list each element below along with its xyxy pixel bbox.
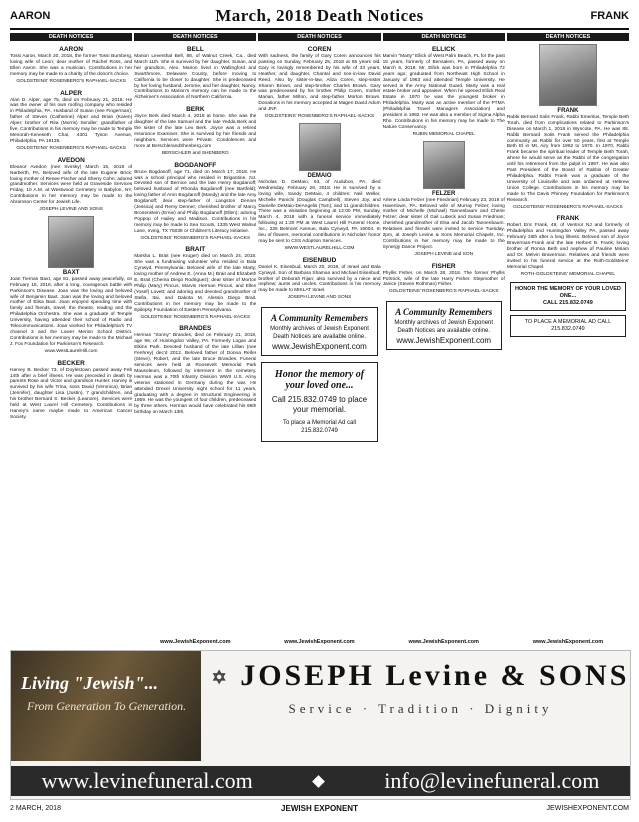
honor-phone: CALL 215.832.0749 bbox=[543, 299, 593, 306]
notice-demaio bbox=[258, 180, 380, 252]
honor-memory-box bbox=[510, 282, 626, 311]
column-5 bbox=[507, 33, 629, 645]
notice-frank-bernard bbox=[507, 115, 629, 211]
column-footer-url: www.JewishExponent.com bbox=[532, 639, 604, 645]
notice-body: Eleanor Avedon (nee Svirsky) March 15, 2018 of Narberth, PA. Beloved wife of the late Eugene Brick; loving mother of Renee Fischer and Sherry Cohn; adored grandmother. Services were held at Graveside Services Friday, 10 A.M. at Westwood Cemetery in Babylon, NY. Contributions in her memory may be made to the Abramson Center for Jewish Life. bbox=[10, 164, 133, 206]
notice-frank-robert bbox=[507, 215, 629, 277]
column-header: DEATH NOTICES bbox=[383, 33, 505, 41]
honor-title: Honor the memory of your loved one... bbox=[274, 369, 365, 392]
notice-alper bbox=[10, 90, 132, 152]
column-footer-url: www.JewishExponent.com bbox=[160, 639, 231, 645]
notice-brait bbox=[134, 246, 256, 320]
notice-funeral-home: BERSCHLER and SHENBERG bbox=[161, 150, 229, 156]
notice-felzer bbox=[383, 198, 505, 258]
notice-funeral-home: JOSEPH LEVINE and SON bbox=[414, 251, 474, 257]
promo-title: A Community Remembers bbox=[395, 307, 493, 318]
notice-name: EISENBUD bbox=[302, 256, 337, 264]
portrait-photo bbox=[299, 123, 341, 171]
photo-caption: DEMAIO bbox=[307, 172, 332, 179]
notice-body: Marvin "Marty" Ellick of West Palm Beach, FL for the past 15 years, formerly of Bensalem, PA, passed away on March 6, 2018. Mr. Ellick was born in Philadelphia 72 years ago; graduated from Northeast High School in January of 1963 and attended Temple University. He served in the Army National Guard. Marty was a real estate broker and appraiser. When he opened Ellick Real Estate in 1970 he was the youngest broker in Philadelphia. Marty was an active member of the PTMA (Philadelphia Travel Managers Association) and president in 1982. He was also a member of Sigma Alpha Rho. Contributions in his memory may be made to The Nature Conservancy. bbox=[382, 54, 505, 130]
notice-aaron bbox=[10, 46, 132, 85]
column-header: DEATH NOTICES bbox=[10, 33, 132, 41]
notice-funeral-home: JOSEPH LEVINE AND SONS bbox=[39, 207, 103, 213]
notice-body: Robert Eric Frank, 49, of Ventnor NJ and formerly of Philadelphia and Huntingdon Valley PA, passed away February 16th after a long illness. Beloved son of Joyce Braverman-Frank and the late Herbert B. Frank; loving brother of Ronna Beth and nephew of Pauline Miriam and Dr. Melvin Braverman. Relatives and friends were invited to his funeral service at the Roth-Goldsteins' Memorial Chapel. bbox=[506, 223, 630, 270]
ad-photo-headline: Living "Jewish"... bbox=[21, 673, 158, 693]
ad-contact-bar bbox=[11, 766, 630, 796]
footer-page-date: 2 MARCH, 2018 bbox=[10, 805, 61, 812]
notice-body: Harvey B. Becker 73, of Doylestown passed away Feb 14th after a brief illness. He was preceded in death by parents Rose and Victor and grandson Hunter. Harvey is survived by his wife Trina, sons David (Veronica), Brian (Jennifer), daughter Lisa (Justin), 7 grandchildren, and his brother Bernard S. Becker (Leanore). Services were held at West Laurel Hill Cemetery. Contributions in Harvey's name maybe made to American Cancer Society. bbox=[10, 367, 133, 420]
notice-funeral-home: GOLDSTEINS' ROSENBERG'S RAPHAEL-SACKS bbox=[16, 78, 126, 84]
notice-fisher bbox=[383, 263, 505, 296]
photo-caption: FRANK bbox=[557, 108, 579, 114]
ad-website-link[interactable]: www.levinefuneral.com bbox=[41, 768, 253, 793]
honor-small-text: To place a Memorial Ad call 215.832.0749 bbox=[282, 420, 357, 435]
notice-body: With sadness, the family of Gary Coren announces his passing on Sunday, February 25, 2018 at 65 years old. Gary is lovingly remembered by his wife of 33 years, Heather, and daughter, Chantal and son-in-law David Reed. Also by sister-in-law, Aliza Coren, step-sister Sharon Brown, and step-brother Charles Brown. Gary was predeceased by his brother Philip Coren, mother Marian, father Milton, and step-father Morton Brown. Donations in his memory accepted at Magen David Adom and JNF. bbox=[258, 54, 381, 113]
star-of-david-icon: ✡ bbox=[211, 667, 230, 688]
column-footer-url: www.JewishExponent.com bbox=[284, 639, 355, 645]
header-first-name: AARON bbox=[10, 10, 51, 22]
notice-funeral-home: www.WestLaurelHill.com bbox=[44, 348, 98, 354]
honor-text: Call 215.832.0749 to place your memorial. bbox=[271, 395, 368, 415]
column-footer-url: www.JewishExponent.com bbox=[408, 639, 479, 645]
notice-funeral-home: ROTH-GOLDSTEINS' MEMORIAL CHAPEL bbox=[520, 271, 616, 277]
header-last-name: FRANK bbox=[590, 10, 629, 22]
notice-name: AARON bbox=[59, 46, 84, 53]
notice-body: Herman "Sonny" Brandes, died on February 21, 2018, age 96, of Huntingdon Valley, PA. Formerly Logan and Elkins Park. Devoted husband of the late Lillian (nee Fenhrey) dec'd 2012. Beloved father of Donna Reifer (Steve), Robert, and the late Bruce Brandes. Funeral services were held at Roosevelt Memorial Park Mausoleum, followed by interment in the cemetery. Herman was a 70th Infantry Division WWII U.S. Army veteran stationed in Germany during the war. He attended Drexel University night school for 11 years, graduating with a degree in Structural Engineering in 1959. He was the youngest of four children, predeceased by three others. Herman would have celebrated his 96th birthday on March 13th. bbox=[134, 333, 257, 416]
footer-site: JEWISHEXPONENT.COM bbox=[546, 805, 629, 812]
ad-email-link[interactable]: info@levinefuneral.com bbox=[384, 768, 600, 793]
promo-title: A Community Remembers bbox=[271, 313, 369, 324]
notice-body: Joyce Berk died March 4, 2018 at home. She was the daughter of the late Samuel and the late Yedda Berk and the sister of the late Leo Berk. Joyce was a retired Insurance Examiner. She is survived by her friends and neighbors. Services were Private. Condolences and more at BerschlerandShenberg.com bbox=[134, 114, 257, 149]
notice-bell bbox=[134, 46, 256, 101]
promo-text: Monthly archives of Jewish Exponent Death Notices are available online. bbox=[270, 326, 369, 340]
memorial-ad-text: TO PLACE A MEMORIAL AD CALL 215.832.0749 bbox=[524, 318, 612, 332]
column-header: DEATH NOTICES bbox=[258, 33, 380, 41]
notice-body: Phyllis Fisher, on March 28, 2018. The former Phyllis Portnick, wife of the late Harry Fisher. Stepmother of Janice (Steven Rothman) Fisher. bbox=[382, 270, 505, 288]
funeral-home-advertisement bbox=[10, 650, 631, 800]
page-title: March, 2018 Death Notices bbox=[215, 6, 424, 25]
portrait-photo bbox=[48, 216, 94, 268]
notice-name: BOGDANOFF bbox=[174, 161, 217, 169]
footer-publication: JEWISH EXPONENT bbox=[281, 804, 358, 813]
notice-name: AVEDON bbox=[57, 156, 85, 164]
notice-funeral-home: GOLDSTEINS' ROSENBERG'S RAPHAEL-SACKS bbox=[264, 114, 375, 120]
column-1 bbox=[10, 33, 132, 645]
notice-name: COREN bbox=[307, 46, 332, 53]
notice-funeral-home: GOLDSTEINS' ROSENBERG'S RAPHAEL-SACKS bbox=[388, 289, 499, 295]
notice-berk bbox=[134, 106, 256, 156]
notice-body: Alan D. Alper, age 75, died on February 21, 2018. He was the owner of his own roofing company who resided in Philadelphia, PA. Husband of Susan (nee Fingerman); father of Steven (Catherine) Alper and Brian (Karen) Alper; brother of Rita (Morris) Sendler; grandfather of five. Contributions in his memory may be made to Temple Menorah-Keneseth Chai, 4301 Tyson Avenue, Philadelphia, PA 19135. bbox=[10, 97, 133, 144]
photo-caption: FELZER bbox=[432, 190, 456, 197]
column-2 bbox=[134, 33, 256, 645]
photo-caption: BAXT bbox=[62, 269, 80, 276]
notice-body: Bruce Bogdanoff, age 71, died on March 17, 2018. He was a school principal who resided in Brigantine, NJ. Devoted son of Bernice and the late Henry Bogdanoff; beloved husband of Rhonda Bogdanoff (nee Bartfeld); loving father of Aron Bogdanoff (Mandy) and the late Amy Bogdanoff; dear step-father of Langston Denner (Jessica) and Remy Denner; cherished brother of Marcy Bronenstein (Ernie) and Philip Bogdanoff (Ellen); adoring Poppop of Hailey and Madison. Contributions in his memory may be made to Sea Scouts, 1335 West Walnut Lane, Irving, TX 75038 or Children's Literacy Initiative. bbox=[134, 169, 257, 234]
notice-brandes bbox=[134, 325, 256, 416]
notice-funeral-home: GOLDSTEINS' ROSENBERG'S RAPHAEL-SACKS bbox=[140, 314, 251, 320]
notice-name: BECKER bbox=[57, 359, 85, 367]
notice-becker bbox=[10, 360, 132, 421]
notice-ellick bbox=[383, 46, 505, 138]
notice-name: ALPER bbox=[60, 89, 83, 97]
community-remembers-box bbox=[261, 307, 377, 356]
notice-name: ELLICK bbox=[431, 46, 456, 53]
ad-tagline: Service · Tradition · Dignity bbox=[288, 701, 553, 716]
notice-funeral-home: JOSEPH LEVINE AND SONS bbox=[287, 295, 352, 301]
notice-body: Marion Leventhal Bell, 88, of Walnut Creek, Ca., died March 11th. She is survived by her daughter, Susan, and her grandson, Alex. Marion lived in Wallingford and Swarthmore, Delaware County, before moving to California to be closer to daughter. She is predeceased by her loving husband, Jerome, and her daughter, Nancy. Contributions to Marion's memory can be made to the Alzheimer's Association of Northern California. bbox=[134, 54, 257, 101]
header-rule bbox=[10, 28, 629, 30]
notice-funeral-home: RUBIN MEMORIAL CHAPEL bbox=[412, 131, 475, 137]
notice-funeral-home: GOLDSTEINS' ROSENBERG'S RAPHAEL-SACKS bbox=[513, 204, 623, 210]
notice-body: Rabbi Bernard Solis Frank, Rabbi Emeritus, Temple Beth Torah, died from complications related to Parkinson's Disease on March 1, 2018 in Wyncote, PA. He was 85. Rabbi Bernard Solis Frank served the Philadelphia community as Rabbi for over 50 years, first at Temple Beth El in Mt. Airy from 1962 to 1970. In 1970, Rabbi Frank became the spiritual leader of Temple Beth Torah, where he would serve as the Rabbi of the congregation until his retirement from the pulpit in 1997. He was also Past President of the Board of Rabbis of Greater Philadelphia. Rabbi Frank was a graduate of the University of Louisville and was ordained at Hebrew Union College. Contributions in his memory may be made to The Davis Phinney Foundation for Parkinson's Research. bbox=[506, 114, 630, 203]
notice-body: Marsha L. Brait (nee Kruger) died on March 24, 2018. She was a fundraising volunteer who resided in Bala Cynwyd, Pennsylvania. Beloved wife of the late Marty; loving mother of Andrew E. (Anna M.) Brait and Elizabeth E. Brait (Chema Diego Rodriguez); dear sister of Morton Philip (Mary) Pincus, Marvin Herman Pincus, and Ellen (Yosef) Lovett; and adoring and devoted grandmother of Stella, Itai, and Dakota M. Alessio Diego Brait. Contributions in her memory may be made to the Epilepsy Foundation of Eastern Pennsylvania. bbox=[134, 254, 257, 313]
page-header bbox=[10, 6, 629, 28]
promo-link[interactable]: www.JewishExponent.com bbox=[396, 336, 492, 346]
promo-link[interactable]: www.JewishExponent.com bbox=[272, 342, 367, 352]
notice-name: FISHER bbox=[431, 262, 456, 270]
notice-baxt bbox=[10, 277, 132, 355]
page-footer bbox=[10, 803, 629, 817]
ad-photo bbox=[11, 651, 201, 761]
column-header: DEATH NOTICES bbox=[507, 33, 629, 41]
honor-memory-box bbox=[261, 362, 377, 442]
notice-funeral-home: GOLDSTEINS' ROSENBERG'S RAPHAEL-SACKS bbox=[16, 145, 126, 151]
notice-name: BRAIT bbox=[185, 246, 206, 254]
memorial-ad-box bbox=[510, 315, 626, 337]
column-4 bbox=[383, 33, 505, 645]
community-remembers-box bbox=[386, 301, 502, 350]
notice-body: Arlene Linda Felzer (nee Friedman) February 23, 2018 of Havertown, PA. Beloved wife of Murray Felzer; loving mother of Michelle (Michael) Tannenbaum and Cherie Felzer; dear sister of Gail Lubeck and Susan Friedman; cherished grandmother of Elsa and Jacob Tannenbaum. Relatives and friends were invited to service Tuesday, 2pm, at Joseph Levine & Sons Memorial Chapels, Inc. Contributions in her memory may be made to the Synergy Dance Project. bbox=[382, 197, 505, 250]
ad-photo-subline: From Generation To Generation. bbox=[27, 699, 187, 713]
logo-text: JOSEPH Levine & SONS bbox=[240, 659, 630, 692]
notice-body: Daniel K. Eisenbud, March 20, 2018, of Israel and Bala Cynwyd. Son of Barbara Shaman and Michael Eisenbud; brother of Deborah Rijan; also survived by a niece and nephew; aunts and uncles. Contributions in his memory may be made to MIKLAT Israel. bbox=[258, 264, 381, 294]
notices-columns bbox=[10, 33, 629, 645]
honor-title: HONOR THE MEMORY OF YOUR LOVED ONE... bbox=[514, 285, 621, 299]
notice-funeral-home: GOLDSTEINS' ROSENBERG'S RAPHAEL-SACKS bbox=[140, 235, 251, 241]
notice-body: Tossi Aaron, March 20, 2018, the former Tossi Burnberg, loving wife of Leon; dear mother of Rachel Ross, and Ellen Aaron. She was a musician. Contributions in her memory may be made to a charity of the donor's choice. bbox=[10, 54, 133, 77]
portrait-photo bbox=[423, 141, 465, 189]
notice-name: BELL bbox=[186, 46, 204, 53]
portrait-photo bbox=[539, 44, 597, 106]
notice-funeral-home: WWW.WESTLAURELHILL.COM bbox=[284, 245, 355, 251]
notice-bogdanoff bbox=[134, 162, 256, 242]
notice-coren bbox=[258, 46, 380, 120]
notice-name: FRANK bbox=[556, 215, 580, 223]
notice-eisenbud bbox=[258, 257, 380, 301]
notice-body: Joan Tiernan Baxt, age 81, passed away peacefully, on February 15, 2018, after a long, courageous battle with Parkinson's Disease. Joan was the loving and beloved wife of Benjamin Baxt. Joan was the loving and beloved mother of Elisa Baxt. Joan enjoyed spending time with family and friends, travel, the theatre, reading and the Philadelphia Orchestra. She was a graduate of Temple University, having attended their school of Radio and Telecommunications. Joan worked for Philadelphia's TV channel 3 and the Lower Merion School District. Contributions in her memory may be made to the Michael J. Fox Foundation for Parkinson's Research. bbox=[10, 276, 133, 347]
promo-text: Monthly archives of Jewish Exponent Death Notices are available online. bbox=[394, 320, 494, 334]
notice-name: BRANDES bbox=[179, 325, 212, 333]
funeral-home-logo bbox=[211, 659, 630, 693]
column-3 bbox=[258, 33, 380, 645]
notice-body: Nicholas D. DeMaio, 63, of Audubon, PA, died Wednesday, February 28, 2018. He is survived by a loving wife, Sandy DeMaio, 4 children: Neil Weller, Michelle Panichi (Douglas Campbell), Steven Joy, and Danielle DeMaio-DeAngelis (Tom); and 11 grandchildren. There was a visitation beginning at 12:00 PM, Sunday, March 4, 2018 with a funeral service immediately following at 1:30 PM at West Laurel Hill Funeral Home, Inc., 225 Belmont Avenue, Bala Cynwyd, PA 19004. In lieu of flowers, memorial contributions in Nicholas' honor may be sent to CSS Adoption Services. bbox=[258, 179, 381, 244]
notice-name: BERK bbox=[186, 106, 205, 114]
diamond-separator-icon bbox=[312, 775, 325, 788]
notice-avedon bbox=[10, 157, 132, 213]
column-header: DEATH NOTICES bbox=[134, 33, 256, 41]
